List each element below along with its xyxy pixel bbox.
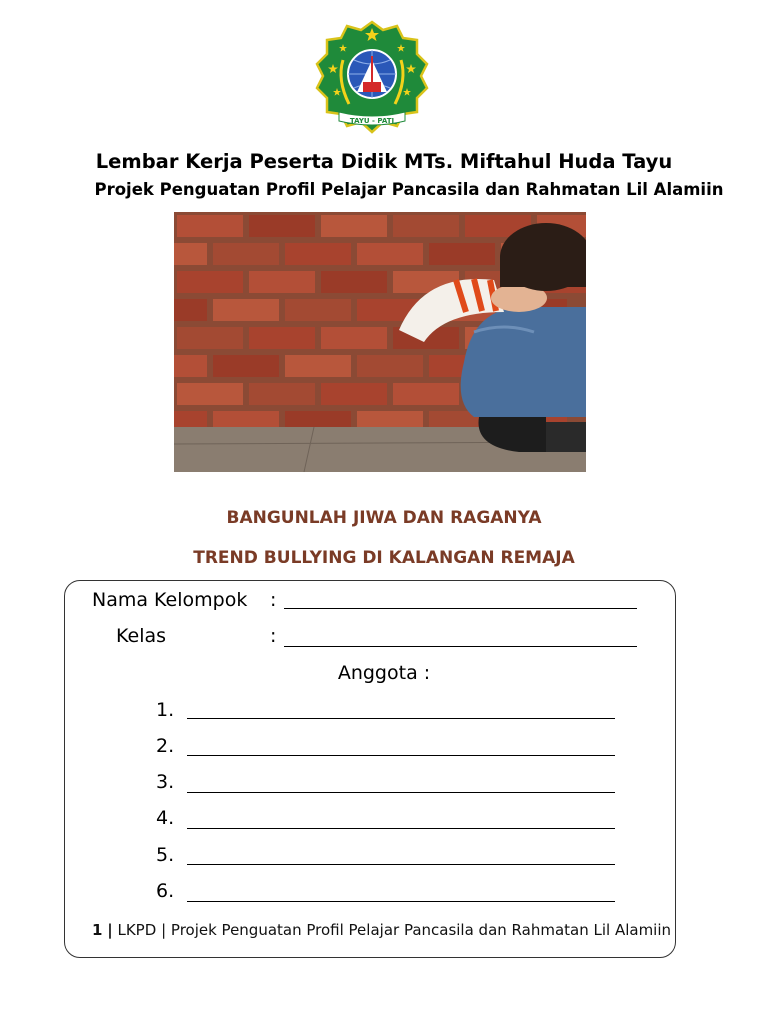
group-name-field[interactable] bbox=[284, 608, 637, 609]
member-field-3[interactable] bbox=[187, 792, 615, 793]
brick bbox=[285, 299, 351, 321]
member-number-5: 5. bbox=[156, 844, 175, 866]
brick bbox=[174, 299, 207, 321]
brick bbox=[393, 215, 459, 237]
class-colon: : bbox=[270, 625, 277, 647]
member-number-2: 2. bbox=[156, 735, 175, 757]
school-emblem-icon bbox=[313, 20, 431, 134]
brick bbox=[249, 327, 315, 349]
group-name-colon: : bbox=[270, 589, 277, 611]
member-field-5[interactable] bbox=[187, 864, 615, 865]
sad-child-against-brick-wall-photo bbox=[174, 212, 586, 472]
brick bbox=[249, 215, 315, 237]
brick bbox=[285, 243, 351, 265]
member-field-6[interactable] bbox=[187, 901, 615, 902]
class-field[interactable] bbox=[284, 646, 637, 647]
brick bbox=[321, 383, 387, 405]
topic-heading: TREND BULLYING DI KALANGAN REMAJA bbox=[193, 548, 575, 568]
document-title-text: Lembar Kerja Peserta Didik MTs. Miftahul Huda Tayu bbox=[95, 150, 673, 173]
brick bbox=[213, 299, 279, 321]
brick bbox=[393, 383, 459, 405]
emblem-banner-text: TAYU - PATI bbox=[349, 117, 395, 125]
members-label-text: Anggota : bbox=[337, 662, 431, 684]
brick bbox=[321, 327, 387, 349]
document-subtitle: Projek Penguatan Profil Pelajar Pancasila dan Rahmatan Lil Alamiin bbox=[94, 180, 724, 199]
member-number-3: 3. bbox=[156, 771, 175, 793]
footer-separator-2: | bbox=[161, 921, 167, 939]
brick bbox=[357, 243, 423, 265]
members-label bbox=[0, 662, 768, 684]
member-field-1[interactable] bbox=[187, 718, 615, 719]
activity-heading: BANGUNLAH JIWA DAN RAGANYA bbox=[226, 508, 542, 528]
page-number: 1 bbox=[92, 921, 103, 939]
footer-text: Projek Penguatan Profil Pelajar Pancasila dan Rahmatan Lil Alamiin bbox=[170, 921, 672, 939]
brick bbox=[177, 383, 243, 405]
brick bbox=[174, 243, 207, 265]
brick bbox=[321, 271, 387, 293]
footer-doc-type: LKPD bbox=[117, 921, 157, 939]
page-footer bbox=[92, 921, 671, 939]
member-number-4: 4. bbox=[156, 807, 175, 829]
brick bbox=[174, 355, 207, 377]
member-number-1: 1. bbox=[156, 699, 175, 721]
brick bbox=[249, 383, 315, 405]
brick bbox=[177, 327, 243, 349]
member-field-4[interactable] bbox=[187, 828, 615, 829]
brick bbox=[177, 271, 243, 293]
brick bbox=[429, 243, 495, 265]
brick bbox=[321, 215, 387, 237]
brick bbox=[213, 243, 279, 265]
brick bbox=[357, 355, 423, 377]
brick bbox=[177, 215, 243, 237]
brick bbox=[249, 271, 315, 293]
group-name-label: Nama Kelompok bbox=[92, 589, 248, 611]
class-label: Kelas bbox=[116, 625, 167, 647]
document-title bbox=[0, 150, 768, 173]
brick bbox=[213, 355, 279, 377]
brick bbox=[285, 355, 351, 377]
member-field-2[interactable] bbox=[187, 755, 615, 756]
footer-separator: | bbox=[107, 921, 113, 939]
member-number-6: 6. bbox=[156, 880, 175, 902]
